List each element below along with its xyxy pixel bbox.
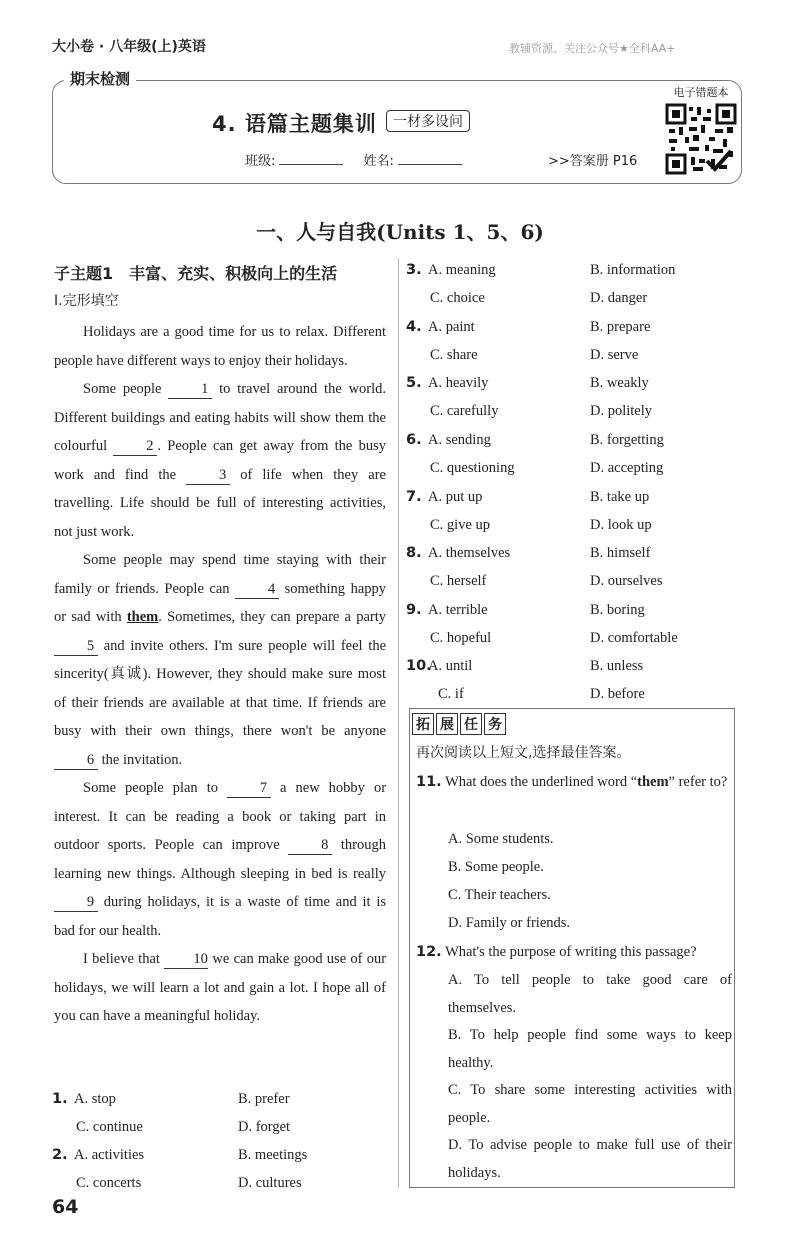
option-d[interactable]: D. cultures — [238, 1175, 302, 1191]
option-number: 3. — [406, 262, 422, 278]
option-a[interactable]: A. terrible — [428, 602, 488, 618]
part-label: Ⅰ.完形填空 — [54, 293, 119, 309]
blank-5[interactable]: 5 — [54, 637, 98, 656]
option-c[interactable]: C. share — [430, 347, 478, 363]
qr-code-block[interactable] — [662, 84, 740, 180]
q11-option-b[interactable]: B. Some people. — [448, 859, 544, 875]
extension-title-char: 务 — [484, 713, 506, 735]
passage-paragraph: Some people 1 to travel around the world. Different buildings and eating habits will show them the colourful 2 . People can get away from the busy work and find the 3 of life when they are travelling. Life should be full of interesting activities, not just work. — [54, 381, 387, 540]
class-field[interactable] — [279, 152, 343, 165]
question-11: 11. What does the underlined word “them” refer to? — [416, 774, 728, 790]
extension-title-char: 拓 — [412, 713, 434, 735]
passage-paragraph: Some people plan to 7 a new hobby or interest. It can be reading a book or taking part in outdoor sports. People can improve 8 through learning new things. Although sleeping in bed is really 9 during holidays, it is a waste of time and it is bad for our health. — [54, 780, 387, 939]
book-title: 大小卷 · 八年级(上)英语 — [52, 39, 206, 55]
option-a[interactable]: A. activities — [74, 1147, 145, 1163]
blank-6[interactable]: 6 — [54, 751, 98, 770]
option-b[interactable]: B. take up — [590, 489, 650, 505]
answer-reference: >>答案册 P16 — [548, 154, 638, 169]
option-a[interactable]: A. sending — [428, 432, 491, 448]
blank-2[interactable]: 2 — [113, 437, 157, 456]
extension-title-char: 展 — [436, 713, 458, 735]
underlined-word: them — [126, 609, 159, 625]
q12-option-b[interactable]: B. To help people find some ways to keep healthy. — [448, 1027, 732, 1071]
option-d[interactable]: D. ourselves — [590, 573, 663, 589]
option-number: 8. — [406, 545, 422, 561]
option-d[interactable]: D. serve — [590, 347, 639, 363]
subtopic-title: 子主题1 丰富、充实、积极向上的生活 — [54, 264, 338, 283]
column-divider — [398, 258, 399, 1188]
q12-option-c[interactable]: C. To share some interesting activities with people. — [448, 1082, 732, 1126]
option-b[interactable]: B. forgetting — [590, 432, 664, 448]
q11-option-a[interactable]: A. Some students. — [448, 831, 554, 847]
option-number: 4. — [406, 319, 422, 335]
extension-instruction: 再次阅读以上短文,选择最佳答案。 — [416, 745, 631, 761]
option-c[interactable]: C. give up — [430, 517, 491, 533]
option-d[interactable]: D. forget — [238, 1119, 291, 1135]
blank-7[interactable]: 7 — [227, 779, 271, 798]
option-a[interactable]: A. put up — [428, 489, 483, 505]
option-d[interactable]: D. before — [590, 686, 645, 702]
lesson-title: 4. 语篇主题集训 — [212, 112, 377, 136]
option-number: 1. — [52, 1091, 68, 1107]
q11-option-c[interactable]: C. Their teachers. — [448, 887, 551, 903]
option-b[interactable]: B. boring — [590, 602, 645, 618]
option-d[interactable]: D. politely — [590, 403, 653, 419]
option-d[interactable]: D. comfortable — [590, 630, 678, 646]
qr-code-icon — [665, 103, 737, 175]
option-d[interactable]: D. look up — [590, 517, 652, 533]
page-number: 64 — [52, 1196, 79, 1218]
name-field[interactable] — [398, 152, 462, 165]
option-a[interactable]: A. stop — [74, 1091, 116, 1107]
blank-1[interactable]: 1 — [168, 380, 212, 399]
extension-title — [412, 713, 508, 735]
option-number: 7. — [406, 489, 422, 505]
blank-3[interactable]: 3 — [186, 466, 230, 485]
option-number: 6. — [406, 432, 422, 448]
section-title: 一、人与自我(Units 1、5、6) — [256, 220, 544, 244]
blank-9[interactable]: 9 — [54, 893, 98, 912]
lesson-tag: 一材多设问 — [386, 110, 470, 132]
option-a[interactable]: A. heavily — [428, 375, 489, 391]
option-b[interactable]: B. prefer — [238, 1091, 290, 1107]
option-number: 5. — [406, 375, 422, 391]
option-c[interactable]: C. herself — [430, 573, 487, 589]
blank-8[interactable]: 8 — [288, 836, 332, 855]
option-number: 9. — [406, 602, 422, 618]
option-d[interactable]: D. accepting — [590, 460, 664, 476]
passage-paragraph: I believe that 10 we can make good use of our holidays, we will learn a lot and gain a lot. I hope all of you can have a meaningful holiday. — [54, 951, 387, 1024]
option-c[interactable]: C. if — [438, 686, 464, 702]
class-label: 班级: — [245, 154, 276, 169]
blank-4[interactable]: 4 — [235, 580, 279, 599]
q12-option-d[interactable]: D. To advise people to make full use of their holidays. — [448, 1137, 732, 1181]
option-b[interactable]: B. weakly — [590, 375, 649, 391]
option-a[interactable]: A. meaning — [428, 262, 496, 278]
cloze-passage — [54, 318, 386, 1031]
option-d[interactable]: D. danger — [590, 290, 648, 306]
blank-10[interactable]: 10 — [164, 950, 208, 969]
option-b[interactable]: B. unless — [590, 658, 644, 674]
option-a[interactable]: A. themselves — [428, 545, 511, 561]
passage-paragraph: Some people may spend time staying with their family or friends. People can 4 something happy or sad with them. Sometimes, they can prepare a party 5 and invite others. I'm sure people will feel the sincerity(真诚). However, they should make sure most of their friends are available at that time. If friends are busy with their own things, there won't be anyone 6 the invitation. — [54, 552, 387, 768]
option-a[interactable]: A. paint — [428, 319, 475, 335]
question-12: 12. What's the purpose of writing this passage? — [416, 944, 697, 960]
qr-label: 电子错题本 — [673, 86, 729, 99]
option-c[interactable]: C. concerts — [76, 1175, 142, 1191]
option-c[interactable]: C. continue — [76, 1119, 143, 1135]
extension-title-char: 任 — [460, 713, 482, 735]
q11-option-d[interactable]: D. Family or friends. — [448, 915, 571, 931]
option-b[interactable]: B. himself — [590, 545, 651, 561]
promo-text: 教辅资源、关注公众号★全科AA+ — [509, 42, 676, 55]
passage-paragraph: Holidays are a good time for us to relax. Different people have different ways to enjoy their holidays. — [54, 324, 386, 369]
option-b[interactable]: B. information — [590, 262, 676, 278]
exam-tab: 期末检测 — [64, 68, 136, 89]
option-c[interactable]: C. choice — [430, 290, 485, 306]
q12-option-a[interactable]: A. To tell people to take good care of themselves. — [448, 972, 732, 1016]
option-c[interactable]: C. questioning — [430, 460, 515, 476]
option-b[interactable]: B. meetings — [238, 1147, 308, 1163]
name-label: 姓名: — [363, 154, 394, 169]
option-number: 10. — [406, 658, 432, 674]
option-c[interactable]: C. hopeful — [430, 630, 492, 646]
option-c[interactable]: C. carefully — [430, 403, 499, 419]
student-info-row — [245, 150, 478, 169]
option-b[interactable]: B. prepare — [590, 319, 651, 335]
option-a[interactable]: A. until — [428, 658, 473, 674]
option-number: 2. — [52, 1147, 68, 1163]
